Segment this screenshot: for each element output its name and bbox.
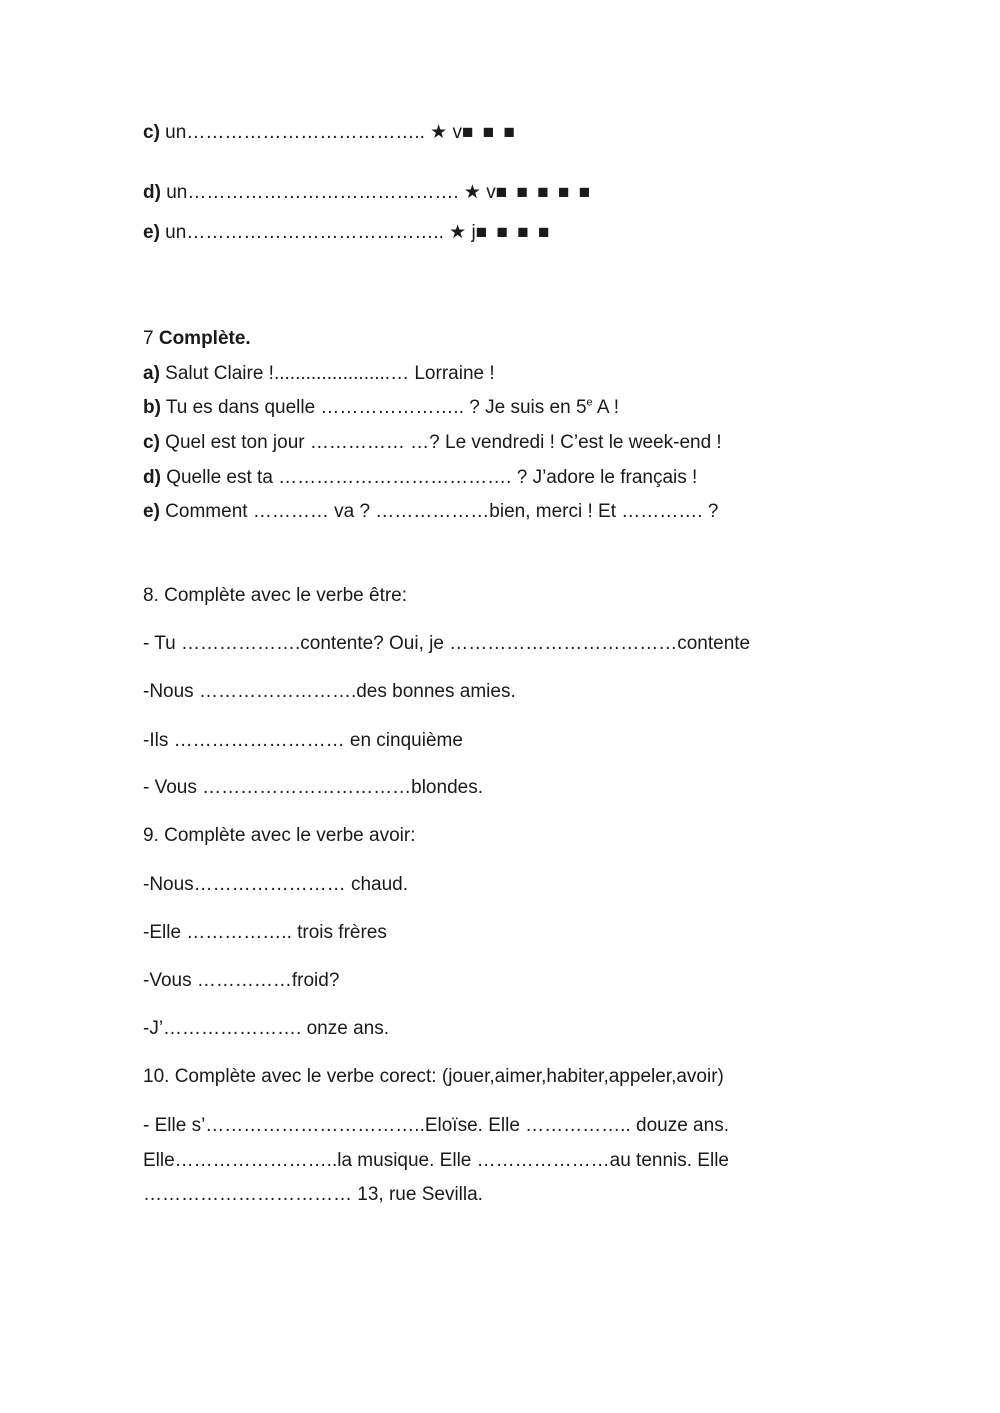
item-7e — [143, 501, 718, 523]
section-10-title: 10. Complète avec le verbe corect: (jouer,aimer,habiter,appeler,avoir) — [143, 1066, 724, 1087]
exercise-line: - Tu ……………….contente? Oui, je ………………………………contente — [143, 633, 751, 654]
item-text: Comment ………… va ? ………………bien, merci ! Et …………. ? — [159, 501, 719, 522]
exercise-line: - Elle s’……………………………..Eloïse. Elle …………….. douze ans. — [143, 1115, 729, 1136]
section-title: Complète. — [158, 328, 251, 349]
letter-squares: ■ ■ ■ ■ — [475, 222, 552, 243]
exercise-line: -Vous ……………froid? — [143, 970, 340, 991]
item-text: un………………………………….. ★ j — [159, 222, 476, 243]
item-6d — [143, 182, 592, 204]
item-label: d) — [143, 467, 161, 488]
item-6c — [143, 122, 517, 144]
exercise-line: -Nous…………………… chaud. — [143, 874, 409, 895]
section-number: 7 — [143, 328, 159, 349]
item-text-end: A ! — [592, 397, 620, 418]
exercise-line: -J’…………………. onze ans. — [143, 1018, 389, 1039]
item-7b — [143, 397, 619, 419]
item-text: Salut Claire !......................… Lorraine ! — [159, 363, 495, 384]
item-text: Tu es dans quelle ………………….. ? Je suis en 5 — [160, 397, 587, 418]
item-label: e) — [143, 501, 160, 522]
letter-squares: ■ ■ ■ — [461, 122, 517, 143]
item-text: Quelle est ta ………………………………. ? J’adore le français ! — [160, 467, 698, 488]
item-label: e) — [143, 222, 160, 243]
item-label: d) — [143, 182, 161, 203]
exercise-line: Elle……………………..la musique. Elle …………………au tennis. Elle — [143, 1150, 729, 1171]
item-text: Quel est ton jour …………… …? Le vendredi ! C’est le week-end ! — [159, 432, 722, 453]
item-6e — [143, 222, 551, 244]
item-7c — [143, 432, 722, 454]
section-7-title — [143, 328, 251, 350]
item-7d — [143, 467, 697, 489]
section-8-title: 8. Complète avec le verbe être: — [143, 585, 408, 606]
exercise-line: -Elle …………….. trois frères — [143, 922, 387, 943]
item-7a — [143, 363, 495, 385]
exercise-line: -Ils ……………………… en cinquième — [143, 730, 463, 751]
item-label: a) — [143, 363, 160, 384]
item-text: un……………………………………. ★ v — [160, 182, 496, 203]
item-label: c) — [143, 432, 160, 453]
exercise-line: …………………………… 13, rue Sevilla. — [143, 1184, 483, 1205]
exercise-line: - Vous ……………………………blondes. — [143, 777, 483, 798]
superscript: e — [586, 396, 593, 409]
item-label: b) — [143, 397, 161, 418]
item-label: c) — [143, 122, 160, 143]
section-9-title: 9. Complète avec le verbe avoir: — [143, 825, 416, 846]
item-text: un……………………………….. ★ v — [159, 122, 462, 143]
exercise-line: -Nous …………………….des bonnes amies. — [143, 681, 516, 702]
letter-squares: ■ ■ ■ ■ ■ — [495, 182, 593, 203]
